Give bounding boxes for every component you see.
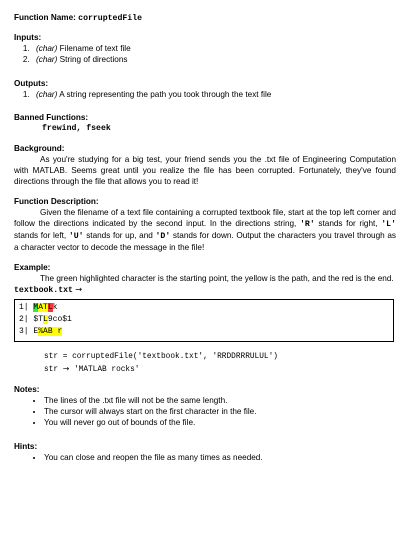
code-d: 'D' xyxy=(155,232,171,241)
function-name-value: corruptedFile xyxy=(78,14,143,23)
file-contents-box xyxy=(14,299,394,342)
background-text: As you're studying for a big test, your friend sends you the .txt file of Engineering Computation with MATLAB. Seems great until you realize the file has been corrupted. Fortunately, they've found directions through the file that allows you to read it! xyxy=(14,155,396,186)
document-page xyxy=(14,12,396,463)
file-line-1: 1| MATLk xyxy=(19,303,58,312)
list-item: • The lines of the .txt file will not be the same length. xyxy=(44,395,396,406)
outputs-heading: Outputs: xyxy=(14,79,49,88)
function-name-line xyxy=(14,12,396,24)
arrow-icon: → xyxy=(62,364,70,373)
hints-list xyxy=(14,452,396,463)
list-item: • You will never go out of bounds of the file. xyxy=(44,417,396,428)
example-text: The green highlighted character is the starting point, the yellow is the path, and the red is the end. xyxy=(40,274,394,283)
notes-heading: Notes: xyxy=(14,385,40,394)
background-heading: Background: xyxy=(14,144,65,153)
description-text: Given the filename of a text file containing a corrupted textbook file, start at the top left corner and follow the directions indicated by the second input. In the directions string, 'R' stands for right, 'L' stands for left, 'U' stands for up, and 'D' stands for down. Output the characters you travel through as a character vector to decode the message in the file! xyxy=(14,208,397,252)
code-l: 'L' xyxy=(381,220,396,229)
arrow-icon: → xyxy=(75,284,83,294)
start-char: M xyxy=(33,303,39,312)
list-item: 1. (char) A string representing the path you took through the text file xyxy=(32,89,396,100)
end-char: L xyxy=(47,303,53,312)
notes-list xyxy=(14,395,396,428)
file-line-3: 3| E%AB r xyxy=(19,327,63,336)
list-item: • The cursor will always start on the first character in the file. xyxy=(44,406,396,417)
outputs-list xyxy=(14,89,396,100)
path-chars: %AB xyxy=(38,327,53,336)
banned-heading: Banned Functions: xyxy=(14,113,89,122)
inputs-heading: Inputs: xyxy=(14,33,42,42)
code-r: 'R' xyxy=(300,220,315,229)
function-name-label: Function Name: xyxy=(14,13,76,22)
example-call: str = corruptedFile('textbook.txt', 'RRDDRRRULUL') xyxy=(44,353,278,361)
list-item: 2. (char) String of directions xyxy=(32,54,396,65)
example-heading: Example: xyxy=(14,263,51,272)
list-item: 1. (char) Filename of text file xyxy=(32,43,396,54)
file-label-line xyxy=(14,284,396,296)
file-label: textbook.txt xyxy=(14,286,73,295)
path-chars: AT xyxy=(38,303,48,312)
banned-functions: frewind, fseek xyxy=(42,124,111,133)
list-item: • You can close and reopen the file as many times as needed. xyxy=(44,452,396,463)
example-result: str → 'MATLAB rocks' xyxy=(44,364,140,374)
description-heading: Function Description: xyxy=(14,197,99,206)
inputs-list xyxy=(14,43,396,65)
file-line-2: 2| $TL9co$1 xyxy=(19,315,72,324)
code-u: 'U' xyxy=(68,232,84,241)
path-chars: L xyxy=(43,315,48,324)
path-chars: r xyxy=(52,327,63,336)
hints-heading: Hints: xyxy=(14,442,38,451)
